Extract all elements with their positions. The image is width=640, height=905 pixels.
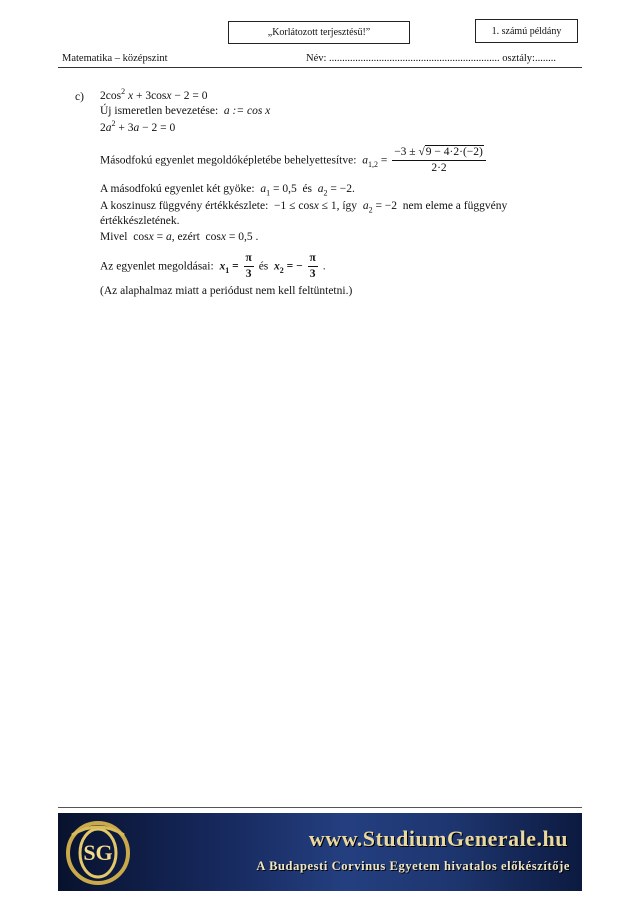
- quadratic-equation: $2a^2 + 3a - 2 = 0$: [100, 119, 176, 134]
- x2-fraction: $\frac{\pi}{3}$: [309, 251, 316, 280]
- copy-number-box: [475, 19, 578, 43]
- restricted-label: „Korlátozott terjesztésű!”: [267, 27, 371, 38]
- studium-generale-logo: [62, 815, 134, 889]
- header-divider: [58, 67, 582, 68]
- footer-divider: [58, 807, 582, 808]
- formula-line: Másodfokú egyenlet megoldóképletébe behelyettesítve: $a_{1,2}$ = $\frac{-3 \pm √9 - 4\cdot 2\cdot(-2)}{2\cdot 2}$: [100, 145, 488, 175]
- class-dots: ........: [534, 53, 556, 64]
- substitution: a := cos x: [223, 105, 271, 117]
- x1-fraction: $\frac{\pi}{3}$: [245, 251, 252, 280]
- equation: $2\cos^2$ x + 3cosx − 2 = 0: [100, 87, 208, 102]
- note: (Az alaphalmaz miatt a periódust nem kell feltüntetni.): [100, 285, 353, 297]
- since-line: Mivel cosx = a, ezért cosx = 0,5 .: [100, 231, 259, 243]
- name-class-line: [306, 53, 556, 64]
- part-label: c): [75, 91, 84, 103]
- website-url: www.StudiumGenerale.hu: [308, 826, 568, 851]
- restricted-distribution-box: [228, 21, 410, 44]
- subject-title: Matematika – középszint: [62, 53, 168, 64]
- class-label: osztály:: [502, 53, 535, 64]
- footer-banner: [58, 813, 582, 891]
- tagline: A Budapesti Corvinus Egyetem hivatalos előkészítője: [256, 859, 570, 873]
- name-dots: .................................................................: [329, 53, 500, 64]
- copy-number-label: 1. számú példány: [491, 25, 562, 37]
- roots-line: A másodfokú egyenlet két gyöke: $a_1 = 0,5$ és $a_2 = -2$.: [100, 183, 355, 198]
- svg-text:SG: SG: [83, 840, 113, 865]
- range-continuation: értékkészletének.: [100, 215, 180, 227]
- solutions-line: Az egyenlet megoldásai: $x_1$ = $\frac{\pi}{3}$ és $x_2$ = − $\frac{\pi}{3}$ .: [100, 251, 326, 280]
- new-unknown-line: Új ismeretlen bevezetése: a := cos x: [100, 105, 271, 117]
- quadratic-formula: $\frac{-3 \pm √9 - 4\cdot 2\cdot(-2)}{2\cdot 2}$: [392, 146, 486, 175]
- range-line: A koszinusz függvény értékkészlete: −1 ≤ cosx ≤ 1, így $a_2 = -2$ nem eleme a függvény: [100, 200, 508, 215]
- name-label: Név:: [306, 53, 327, 64]
- formula-denominator: 2·2: [431, 161, 447, 174]
